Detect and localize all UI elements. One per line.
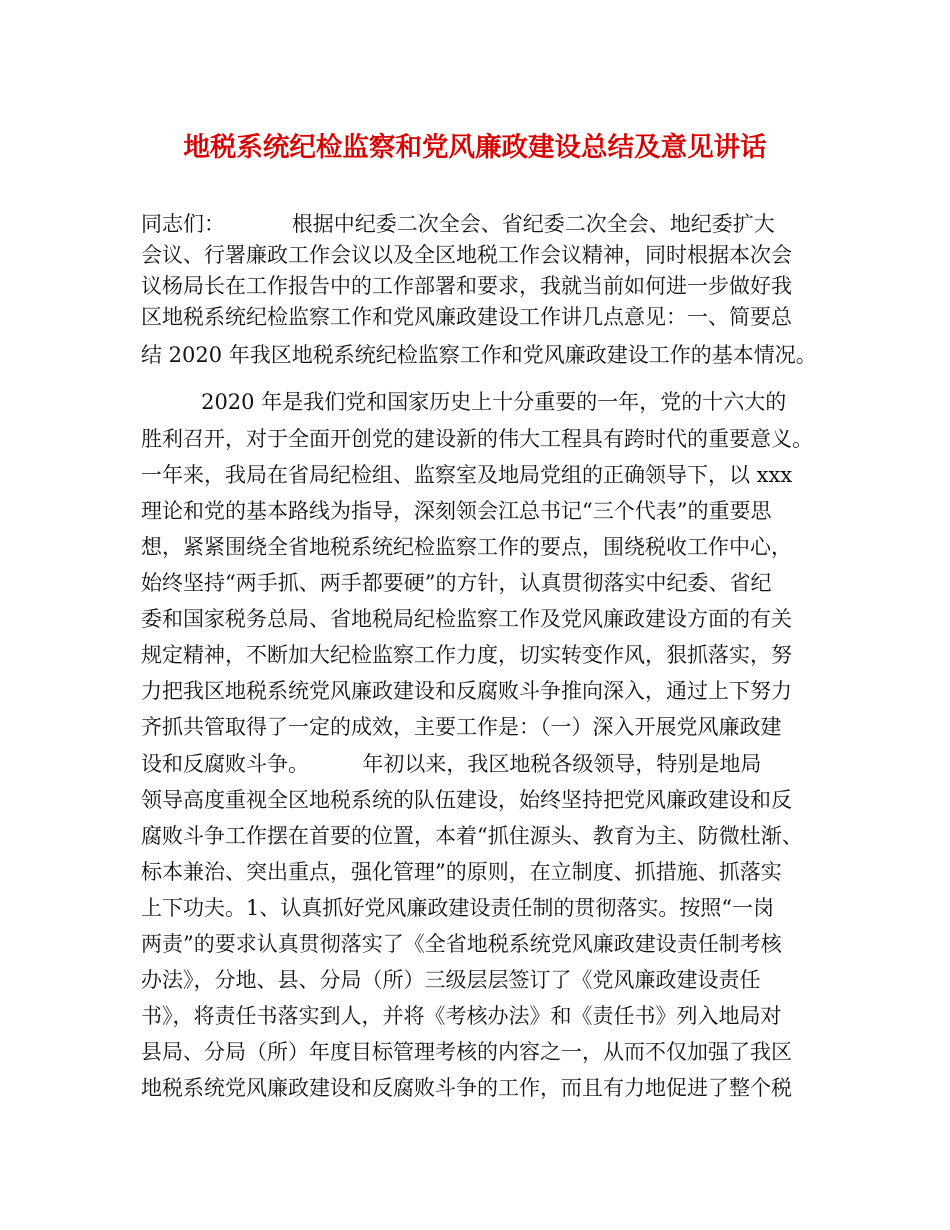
body-line: 设和反腐败斗争。 年初以来，我区地税各级领导，特别是地局 bbox=[141, 752, 762, 776]
body-line: 区地税系统纪检监察工作和党风廉政建设工作讲几点意见：一、简要总 bbox=[141, 305, 792, 329]
body-line: 结 2020 年我区地税系统纪检监察工作和党风廉政建设工作的基本情况。 bbox=[141, 343, 817, 367]
body-line: 想，紧紧围绕全省地税系统纪检监察工作的要点，围绕税收工作中心， bbox=[141, 535, 792, 559]
body-line: 腐败斗争工作摆在首要的位置，本着“抓住源头、教育为主、防微杜渐、 bbox=[141, 824, 803, 848]
body-line: 书》，将责任书落实到人，并将《考核办法》和《责任书》列入地局对 bbox=[141, 1004, 782, 1028]
body-line: 委和国家税务总局、省地税局纪检监察工作及党风廉政建设方面的有关 bbox=[141, 607, 792, 631]
body-line: 标本兼治、突出重点，强化管理”的原则，在立制度、抓措施、抓落实 bbox=[141, 860, 782, 884]
body-line: 地税系统党风廉政建设和反腐败斗争的工作，而且有力地促进了整个税 bbox=[141, 1076, 792, 1100]
body-line: 始终坚持“两手抓、两手都要硬”的方针，认真贯彻落实中纪委、省纪 bbox=[141, 571, 772, 595]
body-line: 一年来，我局在省局纪检组、监察室及地局党组的正确领导下，以 xxx bbox=[141, 463, 793, 487]
body-line: 领导高度重视全区地税系统的队伍建设，始终坚持把党风廉政建设和反 bbox=[141, 788, 792, 812]
body-line: 胜利召开，对于全面开创党的建设新的伟大工程具有跨时代的重要意义。 bbox=[141, 427, 813, 451]
body-line: 会议、行署廉政工作会议以及全区地税工作会议精神，同时根据本次会 bbox=[141, 243, 792, 267]
body-line: 齐抓共管取得了一定的成效，主要工作是：（一）深入开展党风廉政建 bbox=[141, 715, 782, 739]
body-line: 办法》，分地、县、分局（所）三级层层签订了《党风廉政建设责任 bbox=[141, 968, 761, 992]
body-line: 上下功夫。1、认真抓好党风廉政建设责任制的贯彻落实。按照“一岗 bbox=[141, 896, 775, 920]
body-line: 规定精神，不断加大纪检监察工作力度，切实转变作风，狠抓落实，努 bbox=[141, 643, 792, 667]
body-line: 同志们： 根据中纪委二次全会、省纪委二次全会、地纪委扩大 bbox=[141, 212, 775, 236]
body-line: 力把我区地税系统党风廉政建设和反腐败斗争推向深入，通过上下努力 bbox=[141, 679, 792, 703]
body-line: 理论和党的基本路线为指导，深刻领会江总书记“三个代表”的重要思 bbox=[141, 499, 772, 523]
body-line: 两责”的要求认真贯彻落实了《全省地税系统党风廉政建设责任制考核 bbox=[141, 932, 782, 956]
body-line: 县局、分局（所）年度目标管理考核的内容之一，从而不仅加强了我区 bbox=[141, 1040, 792, 1064]
document-title: 地税系统纪检监察和党风廉政建设总结及意见讲话 bbox=[183, 132, 767, 163]
body-line: 2020 年是我们党和国家历史上十分重要的一年，党的十六大的 bbox=[141, 390, 787, 414]
body-line: 议杨局长在工作报告中的工作部署和要求，我就当前如何进一步做好我 bbox=[141, 274, 792, 298]
